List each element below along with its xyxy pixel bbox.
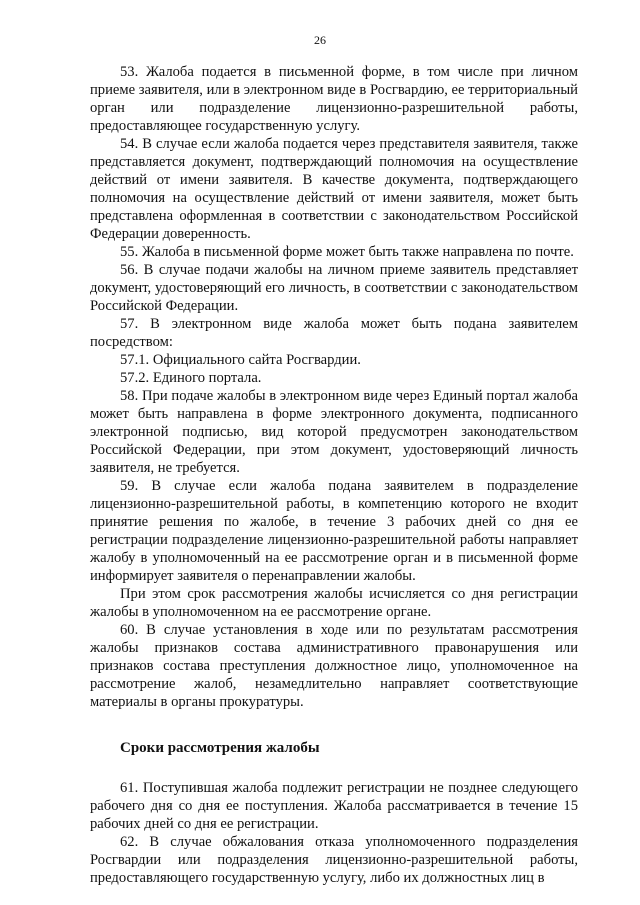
paragraph-60: 60. В случае установления в ходе или по результатам рассмотрения жалобы признаков состава административного правонарушения или признаков состава преступления должностное лицо, уполномоченное на рассмотрение жалоб, незамедлительно направляет соответствующие материалы в органы прокуратуры.	[90, 622, 578, 710]
paragraph-56: 56. В случае подачи жалобы на личном приеме заявитель представляет документ, удостоверяющий его личность, в соответствии с законодательством Российской Федерации.	[90, 262, 578, 314]
paragraph-61: 61. Поступившая жалоба подлежит регистрации не позднее следующего рабочего дня со дня ее поступления. Жалоба рассматривается в течение 15 рабочих дней со дня ее регистрации.	[90, 780, 578, 832]
paragraph-58: 58. При подаче жалобы в электронном виде через Единый портал жалоба может быть направлена в форме электронного документа, подписанного электронной подписью, вид которой предусмотрен законодательством Российской Федерации, при этом документ, удостоверяющий личность заявителя, не требуется.	[90, 388, 578, 476]
paragraph-54: 54. В случае если жалоба подается через представителя заявителя, также представляется документ, подтверждающий полномочия на осуществление действий от имени заявителя. В качестве документа, подтверждающего полномочия на осуществление действий от имени заявителя, может быть представлена оформленная в соответствии с законодательством Российской Федерации доверенность.	[90, 136, 578, 242]
paragraph-57: 57. В электронном виде жалоба может быть подана заявителем посредством:	[90, 316, 578, 350]
page-number: 26	[314, 33, 326, 47]
paragraph-53: 53. Жалоба подается в письменной форме, в том числе при личном приеме заявителя, или в электронном виде в Росгвардию, ее территориальный орган или подразделение лицензионно-разрешительной работы, предоставляющее государственную услугу.	[90, 64, 578, 134]
document-body	[90, 63, 578, 887]
paragraph-57-1: 57.1. Официального сайта Росгвардии.	[120, 352, 361, 368]
paragraph-59-note: При этом срок рассмотрения жалобы исчисляется со дня регистрации жалобы в уполномоченном на ее рассмотрение органе.	[90, 586, 578, 620]
paragraph-55: 55. Жалоба в письменной форме может быть также направлена по почте.	[120, 244, 574, 260]
section-heading: Сроки рассмотрения жалобы	[120, 740, 320, 756]
paragraph-59: 59. В случае если жалоба подана заявителем в подразделение лицензионно-разрешительной работы, в компетенцию которого не входит принятие решения по жалобе, в течение 3 рабочих дней со дня ее регистрации подразделение лицензионно-разрешительной работы направляет жалобу в уполномоченный на ее рассмотрение орган и в письменной форме информирует заявителя о перенаправлении жалобы.	[90, 478, 578, 584]
paragraph-62: 62. В случае обжалования отказа уполномоченного подразделения Росгвардии или подразделения лицензионно-разрешительной работы, предоставляющего государственную услугу, либо их должностных лиц в	[90, 834, 578, 886]
paragraph-57-2: 57.2. Единого портала.	[120, 370, 262, 386]
